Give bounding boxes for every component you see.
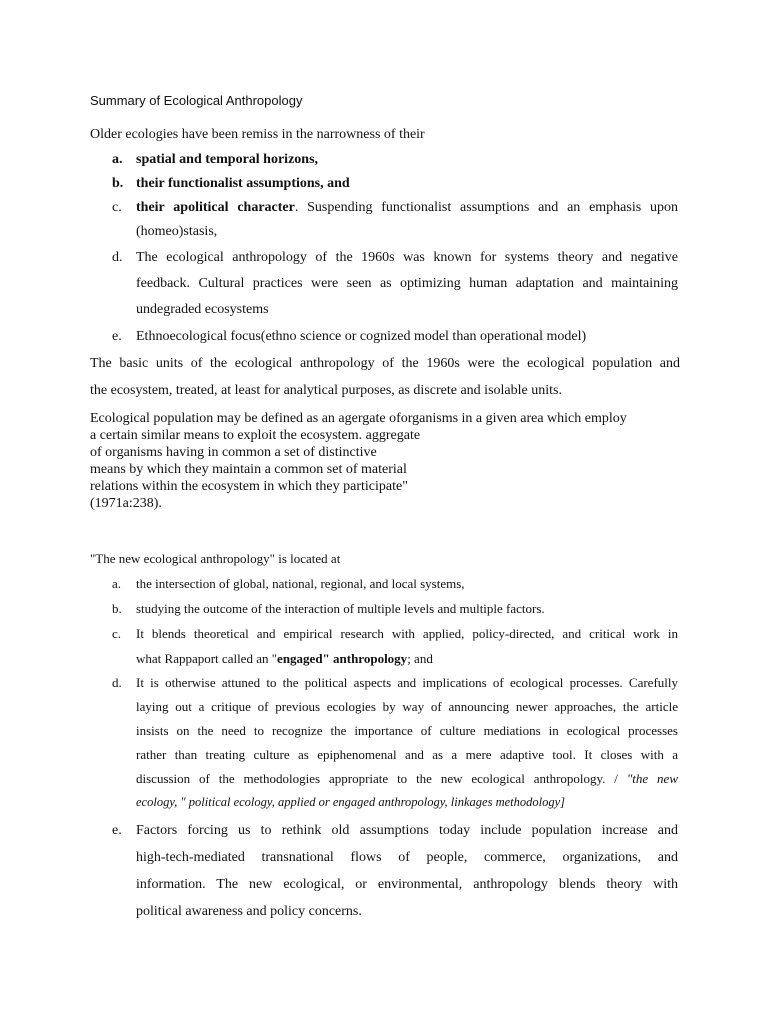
list-text: It is otherwise attuned to the political aspects and implications of ecological processes. Carefully xyxy=(136,675,678,690)
list-text-cont xyxy=(136,771,678,787)
list-text-part: ; and xyxy=(407,651,433,666)
list-text-part: . Suspending functionalist assumptions and an emphasis upon xyxy=(294,200,678,215)
list-item xyxy=(112,200,678,244)
list-text-cont: high-tech-mediated transnational flows of people, commerce, organizations, and xyxy=(136,850,678,865)
definition-line: of organisms having in common a set of distinctive xyxy=(90,445,377,460)
list-text-cont: rather than treating culture as epiphenomenal and as a mere adaptive tool. It closes with a xyxy=(136,747,678,762)
document-title: Summary of Ecological Anthropology xyxy=(90,93,303,108)
list-text xyxy=(136,200,678,216)
list-text-cont: ecology, " political ecology, applied or engaged anthropology, linkages methodology] xyxy=(136,795,566,809)
list-marker: d. xyxy=(112,675,122,690)
intro-line: Older ecologies have been remiss in the narrowness of their xyxy=(90,127,425,142)
section-intro: "The new ecological anthropology" is located at xyxy=(90,551,341,566)
list-item xyxy=(112,176,678,196)
list-text: It blends theoretical and empirical research with applied, policy-directed, and critical work in xyxy=(136,626,678,641)
list-text: studying the outcome of the interaction of multiple levels and multiple factors. xyxy=(136,601,545,616)
list-item xyxy=(112,576,678,596)
list-text: Ethnoecological focus(ethno science or cognized model than operational model) xyxy=(136,329,587,344)
list-text-cont xyxy=(136,651,678,667)
list-text-cont: feedback. Cultural practices were seen as optimizing human adaptation and maintaining xyxy=(136,276,678,291)
list-text: Factors forcing us to rethink old assumptions today include population increase and xyxy=(136,823,678,838)
list-item xyxy=(112,626,678,670)
list-text-cont: information. The new ecological, or environmental, anthropology blends theory with xyxy=(136,877,678,892)
bold-phrase: their apolitical character xyxy=(136,200,295,215)
list-text: the intersection of global, national, regional, and local systems, xyxy=(136,576,465,591)
list-marker: e. xyxy=(112,823,122,838)
list-text-cont: (homeo)stasis, xyxy=(136,224,218,239)
list-marker: a. xyxy=(112,152,123,167)
list-item xyxy=(112,250,678,320)
list-marker: b. xyxy=(112,601,122,616)
list-text-cont: insists on the need to recognize the importance of culture mediations in ecological processes xyxy=(136,723,678,738)
list-marker: d. xyxy=(112,250,123,265)
paragraph-line: the ecosystem, treated, at least for analytical purposes, as discrete and isolable units. xyxy=(90,383,562,398)
list-marker: a. xyxy=(112,576,122,591)
paragraph-line: The basic units of the ecological anthropology of the 1960s were the ecological population and xyxy=(90,356,680,371)
list-item xyxy=(112,152,678,172)
list-marker: e. xyxy=(112,329,122,344)
italic-phrase: "the new xyxy=(626,771,678,786)
definition-line: means by which they maintain a common set of material xyxy=(90,462,407,477)
list-item xyxy=(112,675,678,825)
list-text-cont: laying out a critique of previous ecologies by way of announcing newer approaches, the article xyxy=(136,699,678,714)
list-item xyxy=(112,329,678,349)
list-marker: b. xyxy=(112,176,124,191)
list-text-part: what Rappaport called an " xyxy=(136,651,278,666)
definition-line: Ecological population may be defined as an agergate oforganisms in a given area which employ xyxy=(90,411,627,426)
list-text: The ecological anthropology of the 1960s was known for systems theory and negative xyxy=(136,250,678,265)
bold-phrase: engaged" anthropology xyxy=(277,651,408,666)
definition-line: a certain similar means to exploit the ecosystem. aggregate xyxy=(90,428,421,443)
definition-line: relations within the ecosystem in which they participate" xyxy=(90,479,408,494)
list-text-cont: undegraded ecosystems xyxy=(136,302,269,317)
list-text-part: discussion of the methodologies appropriate to the new ecological anthropology. / xyxy=(136,771,627,786)
definition-line: (1971a:238). xyxy=(90,496,162,511)
list-marker: c. xyxy=(112,200,122,215)
list-item xyxy=(112,601,678,621)
list-text-cont: political awareness and policy concerns. xyxy=(136,904,362,919)
list-text: spatial and temporal horizons, xyxy=(136,152,319,167)
list-text: their functionalist assumptions, and xyxy=(136,176,350,191)
list-marker: c. xyxy=(112,626,122,641)
list-item xyxy=(112,823,678,923)
